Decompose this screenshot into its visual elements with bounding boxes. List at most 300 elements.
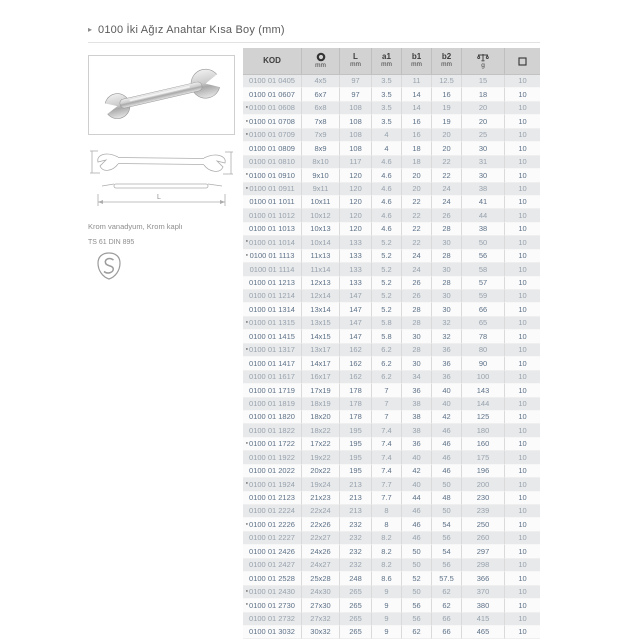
cell-b2: 48	[432, 492, 462, 505]
cell-kod: 0100 01 2528	[243, 572, 302, 585]
cell-pack: 10	[505, 115, 540, 128]
cell-g: 370	[462, 586, 505, 599]
cell-b2: 66	[432, 626, 462, 639]
cell-L: 195	[340, 451, 372, 464]
cell-b1: 38	[402, 411, 432, 424]
cell-L: 265	[340, 626, 372, 639]
box-icon	[518, 57, 527, 66]
cell-b1: 38	[402, 398, 432, 411]
cell-pack: 10	[505, 451, 540, 464]
cell-pack: 10	[505, 505, 540, 518]
cell-size: 11x13	[302, 250, 340, 263]
cell-size: 21x23	[302, 492, 340, 505]
cell-b1: 50	[402, 559, 432, 572]
cell-kod: 0100 01 0809	[243, 142, 302, 155]
stock-bullet-icon: ▪	[246, 521, 248, 528]
cell-b2: 46	[432, 465, 462, 478]
cell-size: 18x22	[302, 424, 340, 437]
cell-b2: 19	[432, 102, 462, 115]
cell-kod: ▪ 0100 01 1924	[243, 478, 302, 491]
cell-L: 120	[340, 196, 372, 209]
cell-pack: 10	[505, 586, 540, 599]
cell-size: 17x19	[302, 384, 340, 397]
cell-a1: 9	[372, 586, 402, 599]
cell-g: 38	[462, 223, 505, 236]
table-row	[243, 236, 540, 249]
cell-pack: 10	[505, 236, 540, 249]
table-header	[243, 48, 540, 75]
cell-kod: 0100 01 1822	[243, 424, 302, 437]
wrench-dimension-drawing-icon	[88, 146, 235, 216]
cell-b2: 56	[432, 559, 462, 572]
cell-b2: 30	[432, 263, 462, 276]
cell-b2: 28	[432, 277, 462, 290]
cell-kod: ▪ 0100 01 1722	[243, 438, 302, 451]
cell-size: 19x22	[302, 451, 340, 464]
cell-g: 20	[462, 115, 505, 128]
cell-b2: 56	[432, 532, 462, 545]
cell-a1: 5.2	[372, 277, 402, 290]
table-row	[243, 196, 540, 209]
stock-bullet-icon: ▪	[246, 104, 248, 111]
cell-pack: 10	[505, 169, 540, 182]
cell-g: 180	[462, 424, 505, 437]
cell-L: 195	[340, 424, 372, 437]
cell-g: 44	[462, 209, 505, 222]
cell-b1: 22	[402, 209, 432, 222]
cell-b1: 34	[402, 371, 432, 384]
table-row	[243, 102, 540, 115]
cell-kod: 0100 01 1011	[243, 196, 302, 209]
cell-pack: 10	[505, 545, 540, 558]
cell-kod: 0100 01 1314	[243, 303, 302, 316]
cell-a1: 9	[372, 599, 402, 612]
cell-g: 25	[462, 129, 505, 142]
cell-a1: 6.2	[372, 357, 402, 370]
cell-size: 24x30	[302, 586, 340, 599]
cell-L: 133	[340, 263, 372, 276]
cell-L: 133	[340, 236, 372, 249]
table-row	[243, 250, 540, 263]
cell-a1: 3.5	[372, 88, 402, 101]
cell-L: 265	[340, 613, 372, 626]
cell-L: 162	[340, 371, 372, 384]
cell-b1: 56	[402, 599, 432, 612]
standard-note: TS 61 DIN 895	[88, 239, 135, 246]
table-row	[243, 586, 540, 599]
header-a1: a1 mm	[372, 48, 402, 74]
cell-b2: 50	[432, 505, 462, 518]
technical-drawing	[88, 146, 235, 216]
stock-bullet-icon: ▪	[246, 171, 248, 178]
cell-a1: 5.2	[372, 290, 402, 303]
cell-size: 30x32	[302, 626, 340, 639]
table-row	[243, 478, 540, 491]
table-row	[243, 613, 540, 626]
cell-L: 178	[340, 411, 372, 424]
cell-b2: 22	[432, 169, 462, 182]
cell-g: 125	[462, 411, 505, 424]
stock-bullet-icon: ▪	[246, 480, 248, 487]
cell-b2: 32	[432, 317, 462, 330]
stock-bullet-icon: ▪	[246, 319, 248, 326]
table-row	[243, 398, 540, 411]
cell-a1: 4.6	[372, 169, 402, 182]
cell-g: 30	[462, 142, 505, 155]
cell-a1: 9	[372, 626, 402, 639]
cell-size: 16x17	[302, 371, 340, 384]
table-row	[243, 169, 540, 182]
cell-a1: 5.2	[372, 236, 402, 249]
cell-b2: 16	[432, 88, 462, 101]
cell-b1: 36	[402, 384, 432, 397]
cell-g: 90	[462, 357, 505, 370]
cell-pack: 10	[505, 102, 540, 115]
cell-kod: ▪ 0100 01 2730	[243, 599, 302, 612]
cell-a1: 3.5	[372, 115, 402, 128]
cell-size: 13x17	[302, 344, 340, 357]
table-row	[243, 223, 540, 236]
cell-kod: 0100 01 1114	[243, 263, 302, 276]
cell-pack: 10	[505, 75, 540, 88]
cell-size: 10x12	[302, 209, 340, 222]
cell-b1: 20	[402, 183, 432, 196]
cell-g: 80	[462, 344, 505, 357]
cell-b2: 57.5	[432, 572, 462, 585]
table-row	[243, 75, 540, 88]
cell-kod: 0100 01 2732	[243, 613, 302, 626]
cell-L: 120	[340, 169, 372, 182]
cell-b1: 40	[402, 478, 432, 491]
cell-a1: 3.5	[372, 102, 402, 115]
cell-b1: 26	[402, 290, 432, 303]
cell-kod: ▪ 0100 01 2226	[243, 518, 302, 531]
cell-size: 20x22	[302, 465, 340, 478]
cell-L: 147	[340, 330, 372, 343]
cell-pack: 10	[505, 317, 540, 330]
cell-L: 97	[340, 88, 372, 101]
cell-b1: 62	[402, 626, 432, 639]
cell-b2: 46	[432, 424, 462, 437]
page-title-row[interactable]	[88, 22, 540, 38]
cell-size: 10x14	[302, 236, 340, 249]
table-row	[243, 424, 540, 437]
cell-b1: 38	[402, 424, 432, 437]
cell-kod: 0100 01 0405	[243, 75, 302, 88]
cell-pack: 10	[505, 277, 540, 290]
cell-kod: 0100 01 1922	[243, 451, 302, 464]
cell-b1: 40	[402, 451, 432, 464]
cell-b1: 42	[402, 465, 432, 478]
cell-b2: 30	[432, 290, 462, 303]
cell-pack: 10	[505, 209, 540, 222]
cell-size: 18x20	[302, 411, 340, 424]
wrench-photo-icon	[89, 56, 234, 134]
cell-pack: 10	[505, 411, 540, 424]
table-row	[243, 357, 540, 370]
cell-size: 14x15	[302, 330, 340, 343]
cell-pack: 10	[505, 290, 540, 303]
cell-b1: 28	[402, 344, 432, 357]
cell-L: 108	[340, 102, 372, 115]
cell-a1: 5.8	[372, 330, 402, 343]
cell-g: 50	[462, 236, 505, 249]
cell-g: 38	[462, 183, 505, 196]
cell-a1: 8	[372, 505, 402, 518]
cell-g: 56	[462, 250, 505, 263]
cell-g: 465	[462, 626, 505, 639]
cell-L: 195	[340, 465, 372, 478]
cell-L: 162	[340, 357, 372, 370]
page-title: 0100 İki Ağız Anahtar Kısa Boy (mm)	[98, 24, 285, 36]
table-row	[243, 290, 540, 303]
cell-g: 260	[462, 532, 505, 545]
cell-b1: 50	[402, 545, 432, 558]
cell-pack: 10	[505, 156, 540, 169]
cell-b2: 40	[432, 398, 462, 411]
cell-L: 97	[340, 75, 372, 88]
cell-a1: 4.6	[372, 183, 402, 196]
cell-g: 144	[462, 398, 505, 411]
cell-b2: 50	[432, 478, 462, 491]
cell-size: 27x30	[302, 599, 340, 612]
cell-a1: 8.2	[372, 545, 402, 558]
cell-a1: 7.7	[372, 492, 402, 505]
cell-size: 6x8	[302, 102, 340, 115]
cell-kod: ▪ 0100 01 0608	[243, 102, 302, 115]
cell-b2: 54	[432, 545, 462, 558]
table-row	[243, 599, 540, 612]
cell-kod: 0100 01 2427	[243, 559, 302, 572]
cell-a1: 4	[372, 129, 402, 142]
cell-size: 18x19	[302, 398, 340, 411]
length-dimension-label: L	[157, 194, 161, 201]
cell-g: 18	[462, 88, 505, 101]
cell-pack: 10	[505, 478, 540, 491]
cell-pack: 10	[505, 223, 540, 236]
cell-pack: 10	[505, 384, 540, 397]
cell-g: 239	[462, 505, 505, 518]
cell-a1: 5.2	[372, 250, 402, 263]
cell-size: 27x32	[302, 613, 340, 626]
cell-pack: 10	[505, 518, 540, 531]
cell-a1: 6.2	[372, 371, 402, 384]
scale-icon	[477, 53, 489, 62]
cell-L: 117	[340, 156, 372, 169]
cell-kod: 0100 01 0810	[243, 156, 302, 169]
cell-b2: 26	[432, 209, 462, 222]
cell-pack: 10	[505, 357, 540, 370]
cell-kod: 0100 01 1213	[243, 277, 302, 290]
cell-g: 58	[462, 263, 505, 276]
cell-kod: 0100 01 0607	[243, 88, 302, 101]
stock-bullet-icon: ▪	[246, 440, 248, 447]
cell-pack: 10	[505, 142, 540, 155]
cell-a1: 4.6	[372, 209, 402, 222]
cell-L: 120	[340, 183, 372, 196]
cell-b2: 32	[432, 330, 462, 343]
cell-b1: 52	[402, 572, 432, 585]
table-row	[243, 183, 540, 196]
cell-a1: 7.7	[372, 478, 402, 491]
material-note: Krom vanadyum, Krom kaplı	[88, 222, 183, 231]
cell-b1: 14	[402, 88, 432, 101]
header-pack	[505, 48, 540, 74]
cell-b1: 44	[402, 492, 432, 505]
cell-kod: 0100 01 1012	[243, 209, 302, 222]
cell-b1: 16	[402, 129, 432, 142]
cell-pack: 10	[505, 424, 540, 437]
cell-a1: 8.6	[372, 572, 402, 585]
cell-kod: 0100 01 2426	[243, 545, 302, 558]
cell-b1: 24	[402, 263, 432, 276]
stock-bullet-icon: ▪	[246, 252, 248, 259]
cell-a1: 3.5	[372, 75, 402, 88]
cell-b1: 11	[402, 75, 432, 88]
cell-g: 41	[462, 196, 505, 209]
cell-b2: 28	[432, 250, 462, 263]
cell-pack: 10	[505, 330, 540, 343]
cell-kod: 0100 01 1417	[243, 357, 302, 370]
cell-L: 232	[340, 518, 372, 531]
cell-size: 24x26	[302, 545, 340, 558]
cell-L: 248	[340, 572, 372, 585]
triangle-right-icon: ▸	[88, 25, 93, 34]
cell-b1: 46	[402, 518, 432, 531]
cell-pack: 10	[505, 250, 540, 263]
cell-g: 160	[462, 438, 505, 451]
cell-b1: 28	[402, 303, 432, 316]
table-row	[243, 451, 540, 464]
cell-b2: 36	[432, 357, 462, 370]
cell-b1: 50	[402, 586, 432, 599]
cell-b1: 28	[402, 317, 432, 330]
cell-L: 147	[340, 290, 372, 303]
cell-pack: 10	[505, 303, 540, 316]
header-b2: b2 mm	[432, 48, 462, 74]
cell-b1: 36	[402, 438, 432, 451]
cell-g: 297	[462, 545, 505, 558]
cell-b2: 30	[432, 236, 462, 249]
cell-kod: ▪ 0100 01 0708	[243, 115, 302, 128]
cell-b2: 40	[432, 384, 462, 397]
stock-bullet-icon: ▪	[246, 185, 248, 192]
cell-size: 25x28	[302, 572, 340, 585]
table-row	[243, 532, 540, 545]
stock-bullet-icon: ▪	[246, 601, 248, 608]
cell-kod: ▪ 0100 01 2430	[243, 586, 302, 599]
cell-kod: 0100 01 1415	[243, 330, 302, 343]
table-row	[243, 505, 540, 518]
cell-b1: 18	[402, 142, 432, 155]
table-row	[243, 465, 540, 478]
cell-a1: 7.4	[372, 451, 402, 464]
cell-L: 108	[340, 129, 372, 142]
cell-g: 366	[462, 572, 505, 585]
cell-a1: 7.4	[372, 424, 402, 437]
cell-size: 9x10	[302, 169, 340, 182]
stock-bullet-icon: ▪	[246, 131, 248, 138]
table-row	[243, 411, 540, 424]
cell-size: 19x24	[302, 478, 340, 491]
cell-pack: 10	[505, 613, 540, 626]
table-row	[243, 626, 540, 639]
cell-L: 108	[340, 115, 372, 128]
cell-b1: 22	[402, 223, 432, 236]
cell-g: 66	[462, 303, 505, 316]
cell-g: 143	[462, 384, 505, 397]
cell-g: 15	[462, 75, 505, 88]
cell-kod: 0100 01 3032	[243, 626, 302, 639]
cell-kod: 0100 01 2022	[243, 465, 302, 478]
product-spec-table	[243, 48, 540, 639]
header-size: mm	[302, 48, 340, 74]
cell-size: 4x5	[302, 75, 340, 88]
cell-kod: ▪ 0100 01 1014	[243, 236, 302, 249]
cell-L: 232	[340, 532, 372, 545]
header-weight: g	[462, 48, 505, 74]
table-row	[243, 317, 540, 330]
nut-icon	[316, 52, 326, 62]
cell-a1: 5.2	[372, 263, 402, 276]
cell-L: 120	[340, 223, 372, 236]
cell-kod: 0100 01 1819	[243, 398, 302, 411]
cell-a1: 7	[372, 384, 402, 397]
cell-pack: 10	[505, 88, 540, 101]
stock-bullet-icon: ▪	[246, 118, 248, 125]
cell-g: 100	[462, 371, 505, 384]
cell-g: 59	[462, 290, 505, 303]
table-row	[243, 277, 540, 290]
cell-g: 30	[462, 169, 505, 182]
cell-b2: 20	[432, 129, 462, 142]
cell-pack: 10	[505, 465, 540, 478]
table-row	[243, 88, 540, 101]
cell-size: 8x9	[302, 142, 340, 155]
cell-L: 147	[340, 317, 372, 330]
cell-L: 213	[340, 505, 372, 518]
cell-kod: ▪ 0100 01 1113	[243, 250, 302, 263]
cell-a1: 7	[372, 398, 402, 411]
cell-b2: 30	[432, 303, 462, 316]
cell-kod: 0100 01 1820	[243, 411, 302, 424]
cell-pack: 10	[505, 532, 540, 545]
cell-b1: 16	[402, 115, 432, 128]
cell-size: 24x27	[302, 559, 340, 572]
header-b1: b1 mm	[402, 48, 432, 74]
cell-pack: 10	[505, 572, 540, 585]
cell-b2: 62	[432, 599, 462, 612]
cell-a1: 7	[372, 411, 402, 424]
cell-a1: 5.2	[372, 303, 402, 316]
cell-pack: 10	[505, 398, 540, 411]
cell-kod: ▪ 0100 01 0910	[243, 169, 302, 182]
cell-g: 57	[462, 277, 505, 290]
cell-b2: 20	[432, 142, 462, 155]
cell-g: 230	[462, 492, 505, 505]
cell-b2: 62	[432, 586, 462, 599]
cell-b1: 18	[402, 156, 432, 169]
tse-certification-logo	[96, 251, 122, 281]
table-row	[243, 559, 540, 572]
cell-kod: 0100 01 2123	[243, 492, 302, 505]
table-body	[243, 75, 540, 639]
cell-b2: 66	[432, 613, 462, 626]
cell-kod: 0100 01 1617	[243, 371, 302, 384]
table-row	[243, 545, 540, 558]
cell-kod: 0100 01 1719	[243, 384, 302, 397]
cell-b2: 22	[432, 156, 462, 169]
